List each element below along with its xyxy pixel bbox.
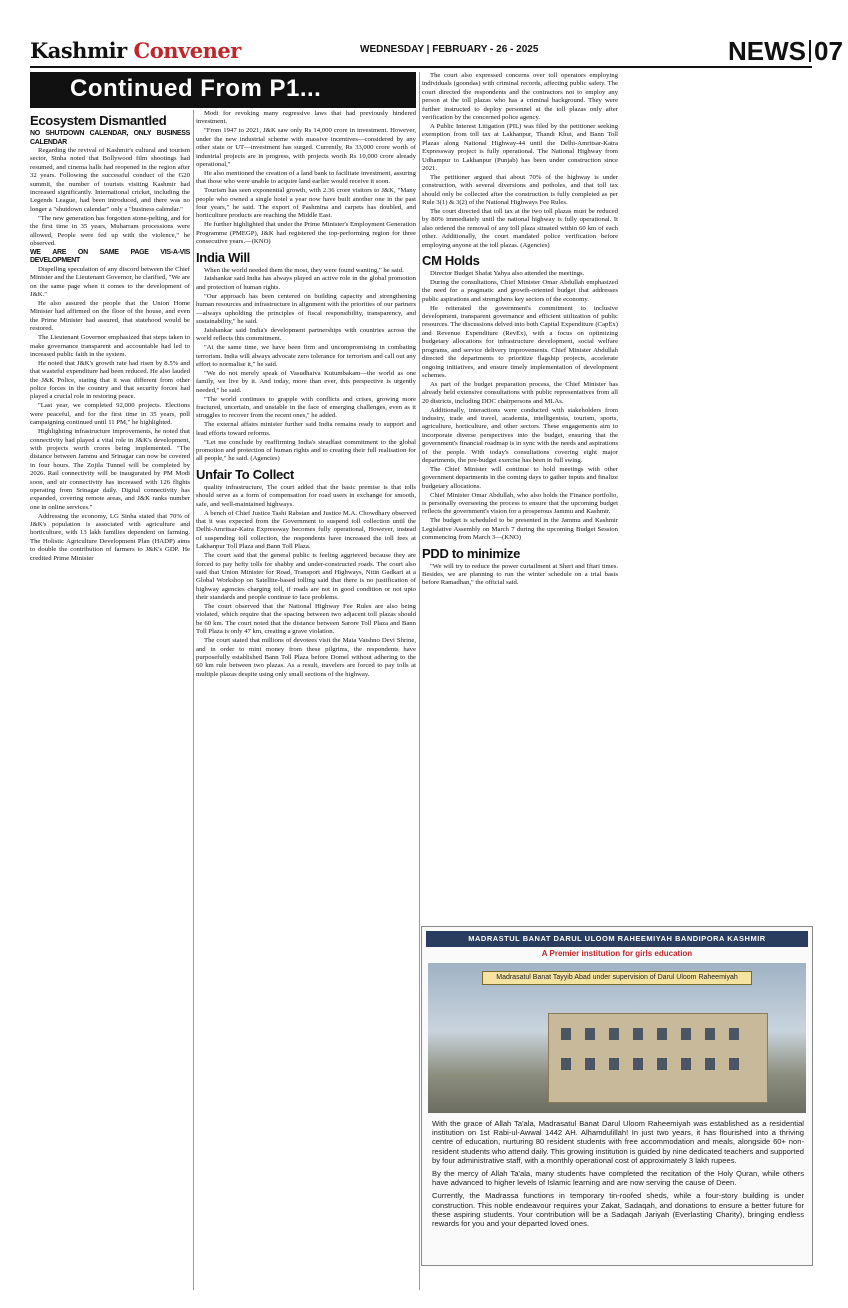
article-paragraph: He noted that J&K's growth rate had risen by 8.5% and that wasteful expenditure had been reduced. He also lauded the J&K Police, stating that it was different from other police forces in the country and that security forces had played a crucial role in restoring peace.: [30, 359, 190, 401]
article-paragraph: The petitioner argued that about 70% of the highway is under construction, with several diversions and potholes, and that toll tax should only be collected after the construction is fully completed as per Rule 3(1) & 3(2) of the National Highways Fee Rules.: [422, 173, 618, 207]
article-paragraph: The court also expressed concerns over toll operators employing individuals (goondas) with criminal records, affecting public safety. The court directed the respondents and the contractors not to employ any person at the toll plazas who has a criminal background. They were further instructed to deploy personnel at the toll plazas only after verification by the concerned police agency.: [422, 72, 618, 122]
headline-unfair-to-collect: Unfair To Collect: [196, 466, 294, 482]
column-divider: [193, 110, 194, 1290]
article-paragraph: The court said that the general public is feeling aggrieved because they are forced to pay hefty tolls for shabby and under-constructed roads. The court also said that Union Minister for Road, Transport and Highways, Nitin Gadkari at a Global Workshop on Satellite-based tolling said that there is no justification of highway agencies charging toll, if roads are not in good condition or not upto their standards and people continue to face problems.: [196, 552, 416, 602]
article-paragraph: "From 1947 to 2021, J&K saw only Rs 14,000 crore in investment. However, under the new industrial scheme with massive incentives—considered by any other state or UT—investment has surged. Currently, Rs 33,000 crore worth of industrial projects are in progress, with projects worth Rs 10,000 crore already operational,": [196, 127, 416, 168]
masthead-rule: [30, 66, 812, 68]
section-name: NEWS: [728, 36, 806, 66]
article-paragraph: "The new generation has forgotten stone-pelting, and for the first time in 35 years, Muharram processions were allowed, People were fed up with the violence," he observed.: [30, 214, 190, 247]
headline-cm-holds: CM Holds: [422, 253, 480, 269]
article-paragraph: Addressing the economy, LG Sinha stated that 70% of J&K's population is associated with agriculture and horticulture, with 13 lakh families dependent on farming. The Holistic Agriculture Development Plan (HADP) aims to double the contribution of farmers to J&K's GDP. He credited Prime Minister: [30, 512, 190, 562]
dateline: WEDNESDAY | FEBRUARY - 26 - 2025: [360, 44, 539, 55]
ad-paragraph: By the mercy of Allah Ta'ala, many students have completed the recitation of the Holy Quran, while others have advanced to higher levels of Islamic learning and are now serving the cause of Deen.: [432, 1169, 804, 1188]
article-paragraph: Tourism has seen exponential growth, with 2.36 crore visitors to J&K, "Many people who owned a single hotel a year now have built another one in the past four years," he said. The export of Pashmina and carpets has doubled, and horticulture products are reaching the Middle East.: [196, 187, 416, 220]
article-paragraph: "We do not merely speak of Vasudhaiva Kutumbakam—the world as one family, we live by it. And today, more than ever, this perspective is urgently needed," he said.: [196, 369, 416, 394]
continued-banner: [30, 72, 416, 108]
madrasa-advertisement: [421, 926, 813, 1266]
photo-caption: Madrasatul Banat Tayyib Abad under supervision of Darul Uloom Raheemiyah: [482, 971, 752, 985]
article-paragraph: "Our approach has been centered on building capacity and strengthening human resources and infrastructure in alignment with the priorities of our partners—always upholding the principles of fiscal responsibility, transparency, and sustainability," he said.: [196, 292, 416, 325]
article-paragraph: Dispelling speculation of any discord between the Chief Minister and the Lieutenant Governor, he clarified, "We are on the same page when it comes to the development of J&K.": [30, 265, 190, 299]
subhead-development: WE ARE ON SAME PAGE VIS-A-VIS DEVELOPMENT: [30, 248, 190, 265]
article-paragraph: Chief Minister Omar Abdullah, who also holds the Finance portfolio, is personally overseeing the process to ensure that the upcoming budget reflects the government's vision for a prosperous Jammu and Kashmir.: [422, 491, 618, 516]
article-paragraph: During the consultations, Chief Minister Omar Abdullah emphasized the need for a pragmatic and growth-oriented budget that addresses public aspirations and strengthens key sectors of the economy.: [422, 278, 618, 303]
article-paragraph: As part of the budget preparation process, the Chief Minister has already held extensive consultations with public representatives from all 20 districts, including DDC chairpersons and MLAs.: [422, 380, 618, 405]
article-paragraph: Jaishankar said India's development partnerships with countries across the world reflects this commitment.: [196, 326, 416, 343]
article-paragraph: He also assured the people that the Union Home Minister had affirmed on the floor of the house, and even the Prime Minister had assured, that statehood would be restored.: [30, 300, 190, 333]
article-paragraph: "Last year, we completed 92,000 projects. Elections were peaceful, and for the first time in 35 years, poll campaigning continued until 11 PM," he highlighted.: [30, 402, 190, 427]
article-paragraph: Regarding the revival of Kashmir's cultural and tourism sector, Sinha noted that Bollywood film shootings had resumed, and cinema halls had reopened in the region after 32 years. Following the successful conduct of the G20 summit, the number of tourists visiting Kashmir had increased significantly. International cricket, including the Legends League, had been introduced, and there was no longer a "shutdown calendar" only a "business calendar.": [30, 147, 190, 213]
column-divider: [419, 72, 420, 1290]
article-paragraph: "We will try to reduce the power curtailment at Sheri and Iftari times. Besides, we are planning to run the winter schedule on a trial basis before Ramadhan," the official said.: [422, 562, 618, 587]
article-paragraph: Highlighting infrastructure improvements, he noted that connectivity had played a vital role in J&K's development, with projects worth crores being implemented. "The distance between Jammu and Srinagar can now be covered in four hours. The Zojila Tunnel will be completed by 2026. Rail connectivity will be inaugurated by PM Modi soon, and air connectivity has increased with 126 flights operating from Srinagar daily. Digital connectivity has expanded, covering remote areas, and J&K ranks number one in online services.": [30, 428, 190, 511]
article-paragraph: The Lieutenant Governor emphasized that steps taken to make governance transparent and accountable had led to increased public faith in the system.: [30, 334, 190, 358]
ad-subtitle: A Premier institution for girls education: [541, 949, 693, 958]
article-paragraph: The budget is scheduled to be presented in the Jammu and Kashmir Legislative Assembly on March 7 during the upcoming Budget Session commencing from March 3—(KNO): [422, 517, 618, 542]
article-paragraph: A Public Interest Litigation (PIL) was filed by the petitioner seeking exemption from toll tax at Lakhanpur, Thandi Khui, and Bann Toll Plazas along National Highway-44 until the Delhi-Amritsar-Katra Expressway project is fully operational. The National Highway from Udhampur to Lakhanpur (Punjab) has been under construction since 2021.: [422, 122, 618, 172]
article-paragraph: quality infrastructure, The court added that the basic premise is that tolls should serve as a form of compensation for road users in exchange for smooth, safe, and well-maintained highways.: [196, 483, 416, 508]
article-paragraph: Modi for revoking many regressive laws that had previously hindered investment.: [196, 110, 416, 126]
article-paragraph: The court stated that millions of devotees visit the Mata Vaishno Devi Shrine, and in order to mint money from these pilgrims, the respondents have purposefully established Bann Toll Plaza before Domel without adhering to the 60 km rule between two plazas. As a result, travelers are forced to pay tolls at multiple plazas despite using only small sections of the highway.: [196, 637, 416, 678]
headline-india-will: India Will: [196, 249, 250, 265]
article-paragraph: He reiterated the government's commitment to inclusive development, transparent governance and efficient utilization of public resources. The discussions delved into both Capital Expenditure (CapEx) and Revenue Expenditure (RevEx), with a focus on optimizing budgetary allocations for infrastructure development, social welfare programs, and service delivery improvements. Chief Minister Abdullah directed the departments to prioritize flagship projects, accelerate ongoing initiatives, and ensure timely implementation of development schemes.: [422, 304, 618, 379]
building-illustration: [548, 1013, 768, 1103]
logo-convener: Convener: [133, 38, 241, 63]
article-paragraph: Director Budget Shafat Yahya also attended the meetings.: [430, 270, 585, 278]
masthead: [0, 0, 848, 66]
article-paragraph: Jaishankar said India has always played an active role in the global promotion and protection of human rights.: [196, 275, 416, 291]
article-paragraph: Additionally, interactions were conducted with stakeholders from industry, trade and travel, academia, intelligentsia, tourism, sports, agriculture, horticulture, and other sectors. These engagements aim to incorporate diverse perspectives into the budget, ensuring that the government's financial roadmap is in sync with the needs and aspirations of the people. With today's consultations covering eight major departments, the pre-budget exercise has been in full swing.: [422, 406, 618, 464]
article-paragraph: The external affairs minister further said India remains ready to support and lead efforts toward reforms.: [196, 421, 416, 437]
article-paragraph: When the world needed them the most, they were found wanting," he said.: [204, 266, 404, 274]
article-paragraph: The court observed that the National Highway Fee Rules are also being violated, which require that the spacing between two adjacent toll plazas should be 60 km. The court noted that the distance between Sarore Toll Plaza and Bann Toll Plaza is only 47 km, creating a grave violation.: [196, 603, 416, 636]
article-paragraph: He further highlighted that under the Prime Minister's Employment Generation Programme (PMEGP), J&K had registered the top-performing region for three consecutive years.—(KNO): [196, 221, 416, 246]
headline-ecosystem: Ecosystem Dismantled: [30, 113, 167, 128]
section-divider: [809, 40, 811, 62]
ad-paragraph: With the grace of Allah Ta'ala, Madrasatul Banat Darul Uloom Raheemiyah was established as a residential institution on 1st Rabi-ul-Awwal 1442 AH. Alhamdulillah! In just two years, it has flourished into a thriving centre of education, nurturing 80 resident students with free accommodation and meals, alongside 60+ non-resident students who attend daily. This growing institution is guided by nine dedicated teachers and supported by four administrative staff, with a monthly operational cost of approximately 3 lakh rupees.: [432, 1119, 804, 1165]
article-paragraph: A bench of Chief Justice Tashi Rabstan and Justice M.A. Chowdhary observed that it was expected from the Government to suspend toll collection until the Delhi-Amritsar-Katra Expressway becomes fully operational, However, instead of suspending toll collection, the respondents have increased the toll fees at Lakhanpur Toll Plaza and Bann Toll Plaza.: [196, 509, 416, 551]
subhead-calendar: NO SHUTDOWN CALENDAR, ONLY BUSINESS CALENDAR: [30, 130, 190, 146]
article-paragraph: "The world continues to grapple with conflicts and crises, growing more fractured, uncertain, and unstable in the face of emerging challenges, even as it struggles to recover from the recent ones," he added.: [196, 395, 416, 420]
ad-body: [432, 1119, 804, 1232]
ad-paragraph: Currently, the Madrassa functions in temporary tin-roofed sheds, while a four-story building is under construction. This noble endeavour requires your Zakat, Sadaqah, and donations to ensure a better future for these aspiring students. Your contribution will be a Sadaqah Jariyah (Everlasting Charity), bringing endless rewards for you and your departed loved ones.: [432, 1191, 804, 1229]
article-paragraph: "At the same time, we have been firm and uncompromising in combating terrorism. India will always advocate zero tolerance for terrorism and call out any effort to normalise it," he said.: [196, 344, 416, 368]
headline-pdd-minimize: PDD to minimize: [422, 545, 521, 561]
newspaper-logo: [30, 38, 241, 63]
ad-title: MADRASTUL BANAT DARUL ULOOM RAHEEMIYAH BANDIPORA KASHMIR: [426, 931, 808, 947]
article-paragraph: He also mentioned the creation of a land bank to facilitate investment, assuring that those who were unable to acquire land earlier would receive it soon.: [196, 169, 416, 186]
article-paragraph: "Let me conclude by reaffirming India's steadfast commitment to the global promotion and protection of human rights and to creating their full realisation for all people," he said. (Agencies): [196, 438, 416, 463]
page-number: 07: [814, 36, 843, 66]
building-photo: [428, 963, 806, 1113]
section-label: [728, 36, 843, 67]
column-3: [422, 72, 618, 820]
article-paragraph: The court directed that toll tax at the two toll plazas must be reduced by 80% immediately until the national highway is fully operational. It also ordered the removal of any toll plaza situated within 60 km of each other. Additionally, the court mandated police verification before employing anyone at the toll plazas. (Agencies): [422, 208, 618, 249]
column-1: [30, 110, 190, 592]
column-2: [196, 110, 416, 854]
logo-kashmir: Kashmir: [30, 38, 127, 63]
banner-text: Continued From P1...: [70, 75, 322, 102]
article-paragraph: The Chief Minister will continue to hold meetings with other government departments in the coming days to gather inputs and finalize budgetary allocations.: [422, 465, 618, 490]
